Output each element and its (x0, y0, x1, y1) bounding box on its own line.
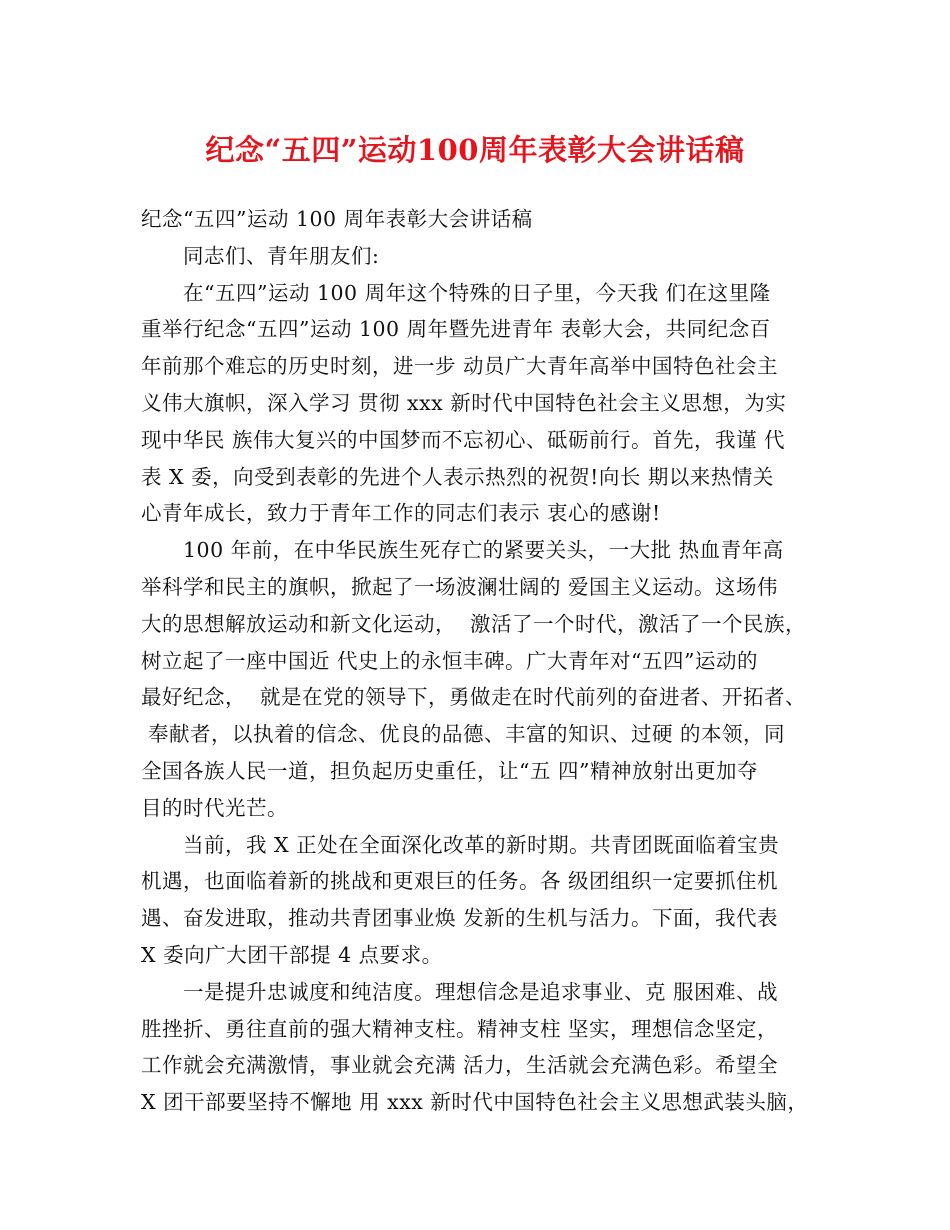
body-text-line: 义伟大旗帜，深入学习 贯彻 xxx 新时代中国特色社会主义思想，为实 (141, 390, 787, 415)
body-text-line: 一是提升忠诚度和纯洁度。理想信念是追求事业、克 服困难、战 (183, 979, 779, 1004)
body-text-line: 举科学和民主的旗帜，掀起了一场波澜壮阔的 爱国主义运动。这场伟 (141, 574, 779, 599)
body-text-line: 表 X 委，向受到表彰的先进个人表示热烈的祝贺!向长 期以来热情关 (141, 464, 774, 489)
body-text-line: 大的思想解放运动和新文化运动， 激活了一个时代，激活了一个民族， (141, 611, 807, 636)
body-text-line: 奉献者，以执着的信念、优良的品德、丰富的知识、过硬 的本领，同 (141, 722, 786, 747)
body-text-line: 在“五四”运动 100 周年这个特殊的日子里，今天我 们在这里隆 (183, 280, 771, 305)
body-text-line: 100 年前，在中华民族生死存亡的紧要关头，一大批 热血青年高 (183, 538, 784, 563)
body-text-line: 年前那个难忘的历史时刻，进一步 动员广大青年高举中国特色社会主 (141, 354, 779, 379)
document-body (141, 201, 831, 1121)
body-text-line: 心青年成长，致力于青年工作的同志们表示 衷心的感谢! (141, 501, 661, 526)
body-text-line: 胜挫折、勇往直前的强大精神支柱。精神支柱 坚实，理想信念坚定， (141, 1016, 779, 1041)
body-text-line: 工作就会充满激情，事业就会充满 活力，生活就会充满色彩。希望全 (141, 1053, 779, 1078)
body-text-line: 同志们、青年朋友们: (183, 243, 380, 268)
body-text-line: 重举行纪念“五四”运动 100 周年暨先进青年 表彰大会，共同纪念百 (141, 317, 771, 342)
body-text-line: 最好纪念， 就是在党的领导下，勇做走在时代前列的奋进者、开拓者、 (141, 685, 807, 710)
body-text-line: 当前，我 X 正处在全面深化改革的新时期。共青团既面临着宝贵 (183, 832, 780, 857)
body-text-line: 现中华民 族伟大复兴的中国梦而不忘初心、砥砺前行。首先，我谨 代 (141, 427, 786, 452)
body-text-line: 机遇，也面临着新的挑战和更艰巨的任务。各 级团组织一定要抓住机 (141, 869, 779, 894)
document-title: 纪念“五四”运动100周年表彰大会讲话稿 (205, 133, 745, 167)
body-text-line: 全国各族人民一道，担负起历史重任，让“五 四”精神放射出更加夺 (141, 758, 758, 783)
body-text-line: X 团干部要坚持不懈地 用 xxx 新时代中国特色社会主义思想武装头脑， (141, 1090, 809, 1115)
body-text-line: 纪念“五四”运动 100 周年表彰大会讲话稿 (141, 207, 533, 231)
body-text-line: X 委向广大团干部提 4 点要求。 (141, 942, 443, 967)
body-text-line: 遇、奋发进取，推动共青团事业焕 发新的生机与活力。下面，我代表 (141, 906, 779, 931)
body-text-line: 目的时代光芒。 (141, 795, 288, 820)
body-text-line: 树立起了一座中国近 代史上的永恒丰碑。广大青年对“五四”运动的 (141, 648, 758, 673)
